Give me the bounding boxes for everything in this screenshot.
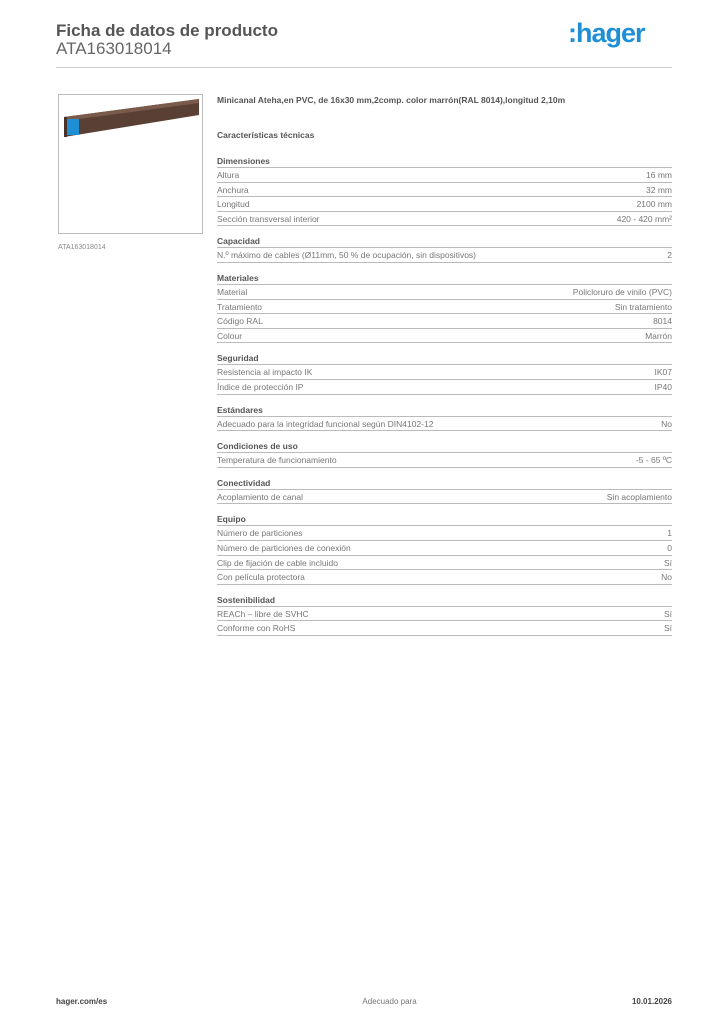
spec-label: N.º máximo de cables (Ø11mm, 50 % de ocupación, sin dispositivos)	[217, 250, 477, 261]
spec-section	[217, 594, 672, 636]
spec-label: Con película protectora	[217, 572, 305, 583]
spec-row	[217, 168, 672, 183]
spec-value: 8014	[653, 316, 672, 327]
spec-row	[217, 380, 672, 395]
product-image	[58, 94, 203, 234]
spec-label: Número de particiones de conexión	[217, 542, 351, 553]
spec-section	[217, 235, 672, 263]
spec-row	[217, 490, 672, 505]
spec-section	[217, 440, 672, 468]
spec-label: Longitud	[217, 199, 250, 210]
spec-row	[217, 621, 672, 636]
footer	[56, 997, 672, 1006]
page-title: Ficha de datos de producto	[56, 21, 278, 40]
product-code: ATA163018014	[56, 39, 172, 58]
spec-row	[217, 607, 672, 622]
spec-label: Sección transversal interior	[217, 213, 320, 224]
spec-row	[217, 570, 672, 585]
spec-section	[217, 352, 672, 394]
spec-label: Colour	[217, 330, 243, 341]
section-heading: Condiciones de uso	[217, 440, 672, 453]
spec-value: Sin acoplamiento	[606, 491, 672, 502]
spec-value: 1	[667, 528, 672, 539]
footer-date: 10.01.2026	[631, 997, 672, 1006]
spec-value: 420 - 420 mm²	[616, 213, 672, 224]
spec-value: 2	[667, 250, 672, 261]
spec-value: 2100 mm	[636, 199, 672, 210]
spec-row	[217, 556, 672, 571]
spec-value: 32 mm	[646, 184, 672, 195]
spec-value: Sin tratamiento	[614, 301, 672, 312]
spec-row	[217, 248, 672, 263]
image-caption: ATA163018014	[58, 244, 106, 251]
spec-row	[217, 300, 672, 315]
product-description: Minicanal Ateha,en PVC, de 16x30 mm,2comp. color marrón(RAL 8014),longitud 2,10m	[217, 95, 566, 105]
spec-row	[217, 183, 672, 198]
tech-heading: Características técnicas	[217, 130, 315, 140]
spec-value: No	[661, 418, 672, 429]
header-divider	[56, 67, 672, 68]
spec-label: Altura	[217, 170, 240, 180]
spec-label: Adecuado para la integridad funcional según DIN4102-12	[217, 418, 434, 429]
specs-table	[217, 155, 672, 645]
section-heading: Dimensiones	[217, 155, 672, 168]
spec-value: 0	[667, 542, 672, 553]
spec-value: Policloruro de vinilo (PVC)	[572, 286, 672, 297]
spec-label: Acoplamiento de canal	[217, 491, 304, 502]
spec-label: Resistencia al impacto IK	[217, 367, 313, 378]
spec-label: Material	[217, 286, 248, 297]
section-heading: Seguridad	[217, 352, 672, 365]
spec-section	[217, 404, 672, 432]
spec-label: Anchura	[217, 184, 249, 195]
spec-section	[217, 513, 672, 584]
spec-row	[217, 365, 672, 380]
spec-row	[217, 197, 672, 212]
spec-row	[217, 541, 672, 556]
spec-section	[217, 272, 672, 343]
spec-value: IP40	[654, 381, 672, 392]
footer-center: Adecuado para	[362, 997, 417, 1006]
spec-row	[217, 329, 672, 344]
section-heading: Capacidad	[217, 235, 672, 248]
spec-value: Marrón	[645, 330, 672, 341]
spec-label: Conforme con RoHS	[217, 623, 296, 634]
spec-row	[217, 453, 672, 468]
spec-row	[217, 285, 672, 300]
section-heading: Materiales	[217, 272, 672, 285]
spec-value: Sí	[663, 623, 672, 634]
spec-label: Índice de protección IP	[217, 381, 304, 392]
spec-label: Clip de fijación de cable incluido	[217, 557, 338, 568]
spec-section	[217, 155, 672, 226]
spec-row	[217, 526, 672, 541]
spec-row	[217, 212, 672, 227]
spec-value: IK07	[654, 367, 672, 378]
hager-logo: :hager	[568, 18, 645, 48]
spec-label: Número de particiones	[217, 528, 303, 539]
spec-label: Tratamiento	[217, 301, 263, 312]
section-heading: Equipo	[217, 513, 672, 526]
spec-value: Sí	[663, 608, 672, 619]
spec-label: Temperatura de funcionamiento	[217, 455, 337, 466]
spec-value: -5 - 65 ºC	[635, 455, 672, 466]
spec-label: REACh – libre de SVHC	[217, 608, 309, 619]
spec-value: Sí	[663, 557, 672, 568]
spec-row	[217, 417, 672, 432]
spec-label: Código RAL	[217, 316, 263, 327]
spec-value: 16 mm	[646, 170, 672, 180]
spec-value: No	[661, 572, 672, 583]
section-heading: Sostenibilidad	[217, 594, 672, 607]
section-heading: Estándares	[217, 404, 672, 417]
section-heading: Conectividad	[217, 477, 672, 490]
spec-section	[217, 477, 672, 505]
spec-row	[217, 314, 672, 329]
footer-website[interactable]: hager.com/es	[56, 997, 108, 1006]
